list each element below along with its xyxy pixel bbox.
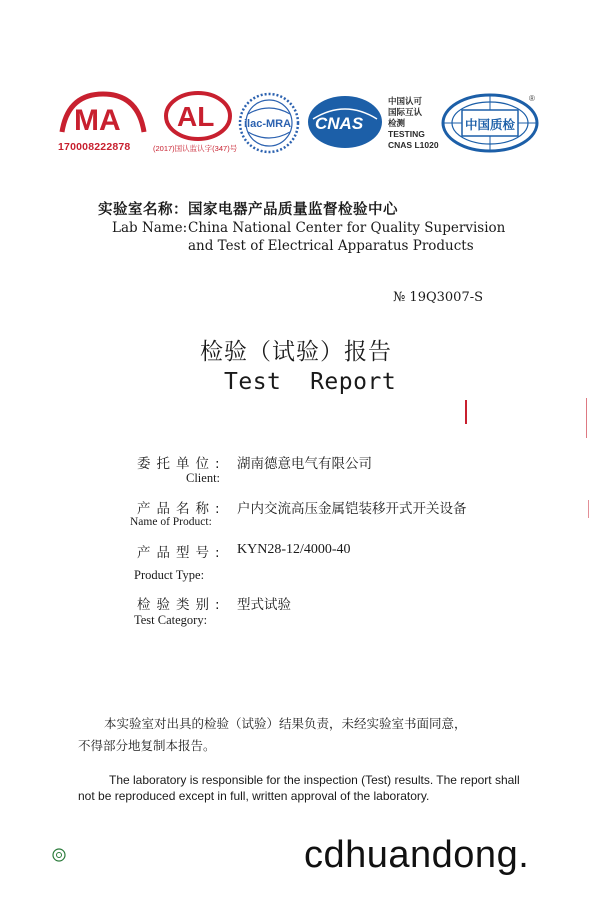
cal-number: (2017)国认监认字(347)号 xyxy=(153,144,238,153)
cnas-logo xyxy=(305,93,385,151)
test-category-label-cn: 检验类别: xyxy=(137,597,226,613)
notice-en-line-2: not be reproduced except in full, written approval of the laboratory. xyxy=(78,789,430,803)
cal-logo-text: AL xyxy=(177,101,215,132)
lab-name-cn: 实验室名称：国家电器产品质量监督检验中心 xyxy=(98,202,398,218)
china-inspection-logo xyxy=(440,92,540,154)
cma-logo xyxy=(58,90,148,138)
product-type-label-en: Product Type: xyxy=(134,568,205,582)
cnas-text-line-4: TESTING xyxy=(388,129,425,139)
small-stamp-icon xyxy=(52,848,66,862)
report-number: № 19Q3007-S xyxy=(393,290,484,305)
notice-en-line-1: The laboratory is responsible for the inspection (Test) results. The report shall xyxy=(109,773,520,787)
test-category-label-en: Test Category: xyxy=(134,613,208,627)
lab-name-en-line-1: China National Center for Quality Supervision xyxy=(188,220,506,236)
cma-number: 170008222878 xyxy=(58,141,131,153)
red-edge-mark xyxy=(465,400,467,424)
product-name-label-en: Name of Product: xyxy=(130,516,212,528)
report-title-en: Test Report xyxy=(224,369,397,395)
cnas-logo-text: CNAS xyxy=(315,114,364,133)
notice-cn-line-1: 本实验室对出具的检验（试验）结果负责，未经实验室书面同意， xyxy=(104,716,467,731)
red-edge-mark xyxy=(588,500,589,518)
cnas-text-line-3: 检测 xyxy=(388,118,406,128)
report-title-cn: 检验（试验）报告 xyxy=(200,339,392,365)
product-type-value: KYN28-12/4000-40 xyxy=(237,542,351,557)
test-category-value: 型式试验 xyxy=(237,597,291,613)
china-inspection-logo-text: 中国质检 xyxy=(465,117,516,132)
cnas-text-line-5: CNAS L1020 xyxy=(388,140,439,150)
cal-logo xyxy=(163,90,233,142)
cma-logo-text: MA xyxy=(74,104,121,137)
client-value: 湖南德意电气有限公司 xyxy=(237,456,372,472)
client-label-cn: 委托单位: xyxy=(137,456,226,472)
lab-name-label-en: Lab Name: xyxy=(112,220,188,236)
cnas-text-line-2: 国际互认 xyxy=(388,107,423,117)
cnas-text-line-1: 中国认可 xyxy=(388,96,423,106)
product-name-value: 户内交流高压金属铠装移开式开关设备 xyxy=(237,501,467,517)
product-name-label-cn: 产品名称: xyxy=(137,501,226,517)
watermark-text: cdhuandong. xyxy=(304,834,530,876)
ilac-logo-text: ilac-MRA xyxy=(244,118,292,130)
red-edge-mark xyxy=(586,398,587,438)
ilac-mra-logo xyxy=(236,92,302,154)
product-type-label-cn: 产品型号: xyxy=(137,545,226,561)
client-label-en: Client: xyxy=(186,471,221,485)
registered-mark: ® xyxy=(529,94,535,103)
lab-name-en-line-2: and Test of Electrical Apparatus Products xyxy=(188,238,474,254)
notice-cn-line-2: 不得部分地复制本报告。 xyxy=(78,738,216,753)
